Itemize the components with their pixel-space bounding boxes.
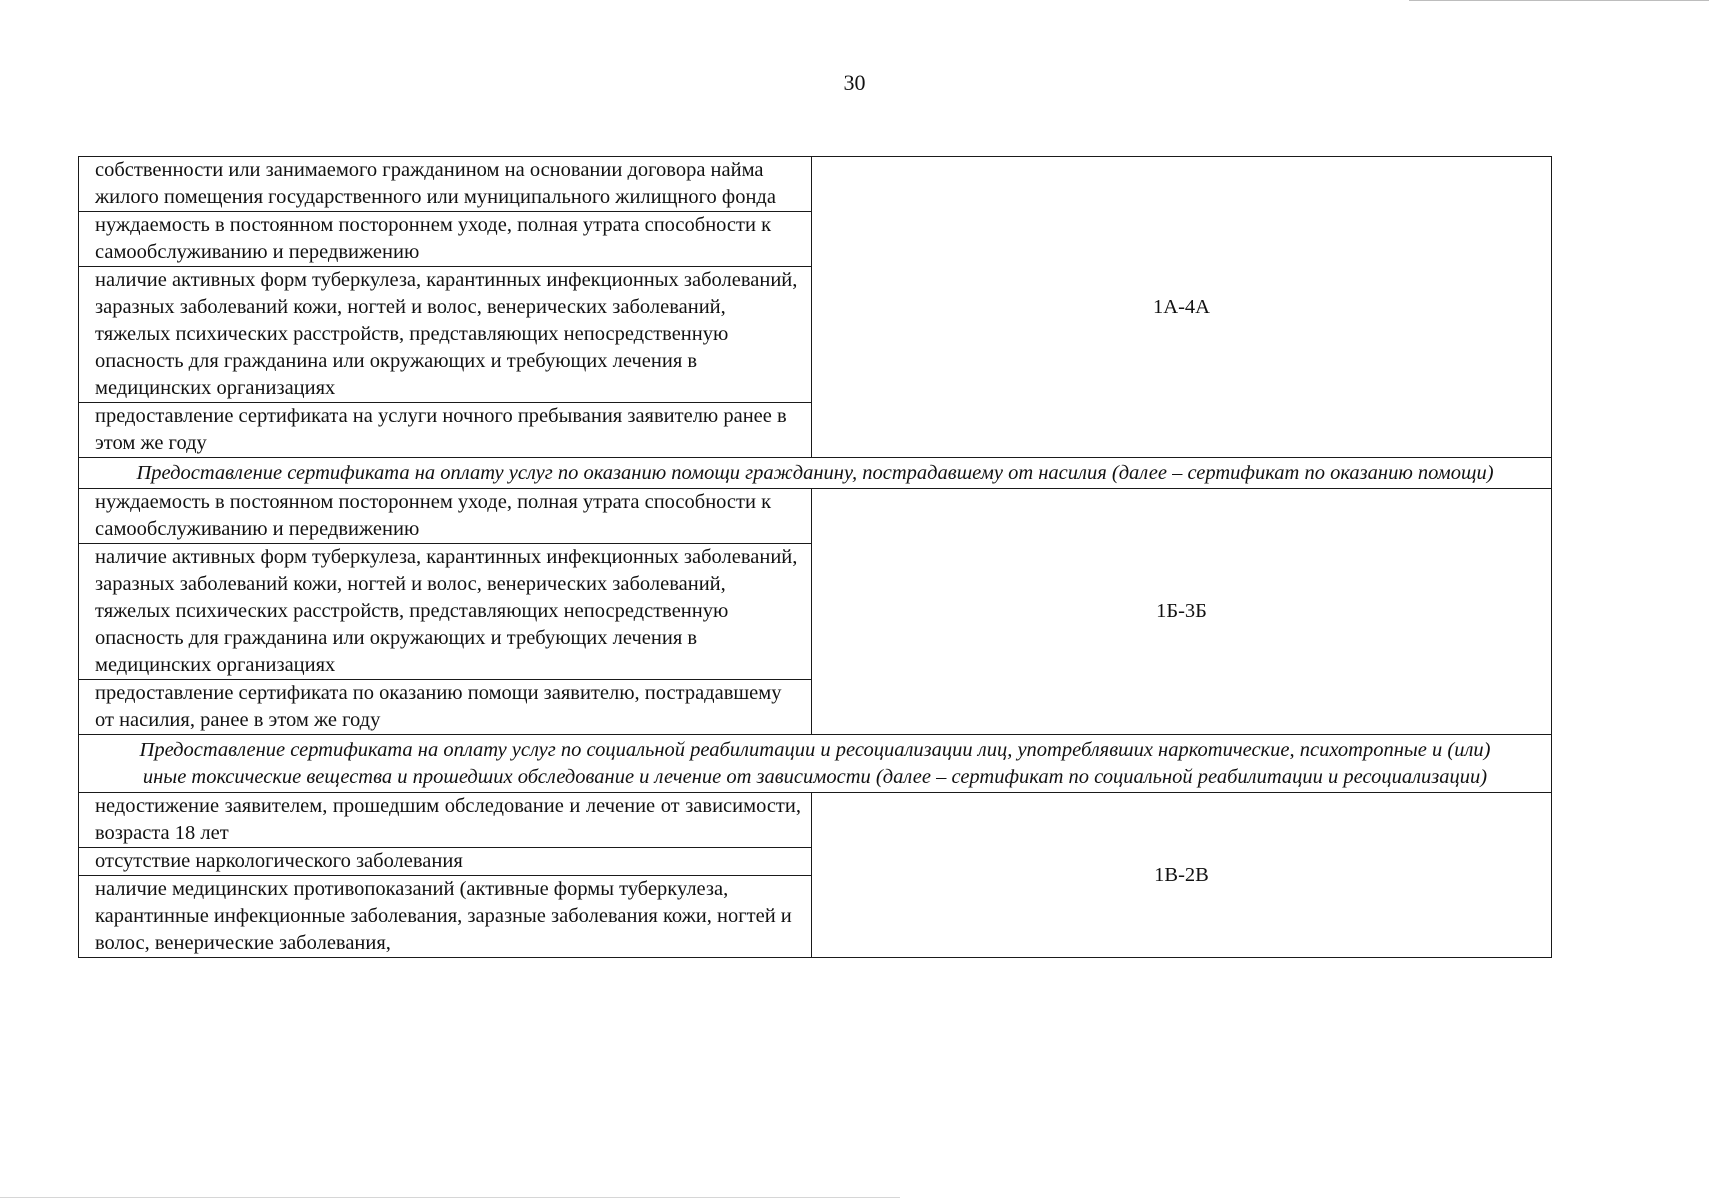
criterion-cell: нуждаемость в постоянном постороннем уходе, полная утрата способности к самообслуживанию и передвижению — [79, 489, 812, 544]
table-row — [79, 793, 1552, 848]
section-heading: Предоставление сертификата на оплату услуг по оказанию помощи гражданину, пострадавшему от насилия (далее – сертификат по оказанию помощи) — [79, 458, 1552, 489]
criterion-cell: предоставление сертификата по оказанию помощи заявителю, пострадавшему от насилия, ранее в этом же году — [79, 680, 812, 735]
criteria-table — [78, 156, 1552, 958]
criterion-cell: собственности или занимаемого гражданином на основании договора найма жилого помещения государственного или муниципального жилищного фонда — [79, 157, 812, 212]
section-heading: Предоставление сертификата на оплату услуг по социальной реабилитации и ресоциализации лиц, употреблявших наркотические, психотропные и (или) иные токсические вещества и прошедших обследование и лечение от зависимости (далее – сертификат по социальной реабилитации и ресоциализации) — [79, 735, 1552, 793]
section-heading-row — [79, 735, 1552, 793]
criterion-cell: наличие медицинских противопоказаний (активные формы туберкулеза, карантинные инфекционные заболевания, заразные заболевания кожи, ногтей и волос, венерические заболевания, — [79, 876, 812, 958]
page-number: 30 — [843, 70, 866, 95]
scan-edge-line — [1409, 0, 1709, 1]
table-row — [79, 489, 1552, 544]
criterion-cell: недостижение заявителем, прошедшим обследование и лечение от зависимости, возраста 18 лет — [79, 793, 812, 848]
criterion-cell: отсутствие наркологического заболевания — [79, 848, 812, 876]
criterion-cell: наличие активных форм туберкулеза, карантинных инфекционных заболеваний, заразных заболеваний кожи, ногтей и волос, венерических заболеваний, тяжелых психических расстройств, представляющих непосредственную опасность для гражданина или окружающих и требующих лечения в медицинских организациях — [79, 267, 812, 403]
scan-bottom-line — [0, 1197, 900, 1198]
table-row — [79, 157, 1552, 212]
criterion-cell: нуждаемость в постоянном постороннем уходе, полная утрата способности к самообслуживанию и передвижению — [79, 212, 812, 267]
code-cell: 1Б-3Б — [812, 489, 1552, 735]
criterion-cell: наличие активных форм туберкулеза, карантинных инфекционных заболеваний, заразных заболеваний кожи, ногтей и волос, венерических заболеваний, тяжелых психических расстройств, представляющих непосредственную опасность для гражданина или окружающих и требующих лечения в медицинских организациях — [79, 544, 812, 680]
criterion-cell: предоставление сертификата на услуги ночного пребывания заявителю ранее в этом же году — [79, 403, 812, 458]
code-cell: 1А-4А — [812, 157, 1552, 458]
code-cell: 1В-2В — [812, 793, 1552, 958]
section-heading-row — [79, 458, 1552, 489]
